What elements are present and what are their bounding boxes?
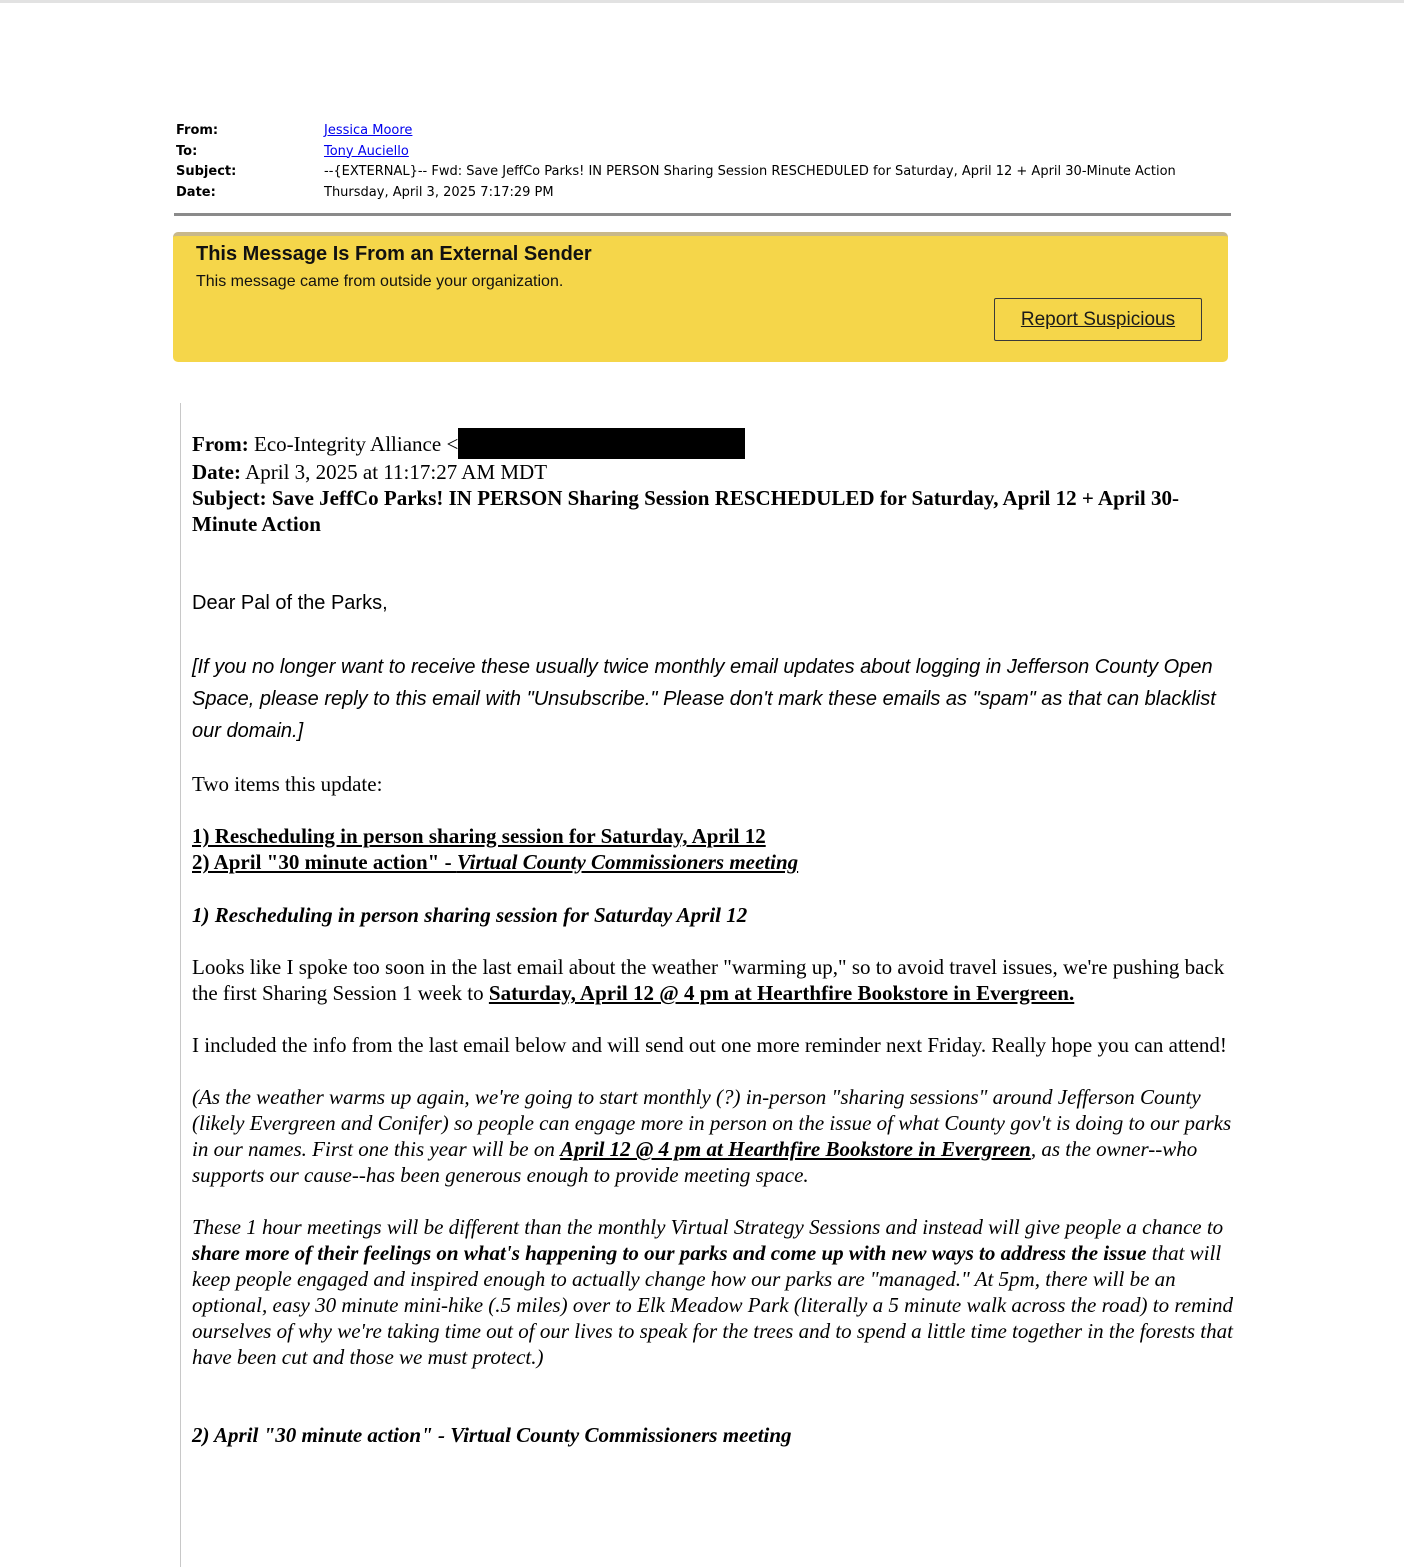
paragraph-4 xyxy=(192,1214,1237,1370)
paragraph-3-text-a: (As the weather warms up again, we're going to start monthly (?) in-person "sharing sessions" around Jefferson County (likely Evergreen and Conifer) so people can engage more in person on the issue of what County gov't is doing to our parks in our names. First one this year will be on xyxy=(192,1085,1232,1161)
event-date-location: Saturday, April 12 @ 4 pm at Hearthfire Bookstore in Evergreen. xyxy=(488,981,1075,1005)
page-top-border xyxy=(0,0,1404,3)
report-suspicious-button[interactable]: Report Suspicious xyxy=(994,298,1202,341)
greeting: Dear Pal of the Parks, xyxy=(192,592,388,614)
header-subject-label: Subject: xyxy=(176,164,237,179)
paragraph-3 xyxy=(192,1084,1237,1188)
section-1-heading: 1) Rescheduling in person sharing session for Saturday April 12 xyxy=(192,903,748,927)
paragraph-2: I included the info from the last email below and will send out one more reminder next Friday. Really hope you can attend! xyxy=(192,1033,1227,1057)
toc-item-2[interactable] xyxy=(192,849,1237,875)
paragraph-3-text-c: , as the owner--who supports our cause--has been generous enough to provide meeting space. xyxy=(192,1137,1198,1187)
header-date-row xyxy=(176,185,1176,206)
recipient-link[interactable]: Tony Auciello xyxy=(324,143,409,159)
unsubscribe-disclaimer: [If you no longer want to receive these usually twice monthly email updates about logging in Jefferson County Open Space, please reply to this email with "Unsubscribe." Please don't mark these emails as "spam" as that can blacklist our domain.] xyxy=(192,656,1216,742)
paragraph-4-text-c: that will keep people engaged and inspired enough to actually change how our parks are "managed." At 5pm, there will be an optional, easy 30 minute mini-hike (.5 miles) over to Elk Meadow Park (literally a 5 minute walk across the road) to remind ourselves of why we're taking time out of our lives to speak for the trees and to spend a little time together in the forests that have been cut and those we must protect.) xyxy=(192,1241,1234,1369)
header-from-label: From: xyxy=(176,123,219,138)
forwarded-message xyxy=(192,428,1237,1448)
sender-link[interactable]: Jessica Moore xyxy=(324,123,413,138)
forwarded-subject-label: Subject: xyxy=(192,486,267,510)
toc-item-2-label-italic: Virtual County Commissioners meeting xyxy=(456,850,799,874)
external-sender-banner xyxy=(173,232,1228,362)
forwarded-headers xyxy=(192,428,1237,537)
header-to-row xyxy=(176,144,1176,165)
forwarded-date-value: April 3, 2025 at 11:17:27 AM MDT xyxy=(245,460,548,484)
paragraph-4-text-a: These 1 hour meetings will be different than the monthly Virtual Strategy Sessions and instead will give people a chance to xyxy=(192,1215,1224,1239)
forwarded-from-label: From: xyxy=(192,432,249,456)
header-date-value: Thursday, April 3, 2025 7:17:29 PM xyxy=(324,184,554,200)
redaction-block xyxy=(458,428,745,459)
banner-title: This Message Is From an External Sender xyxy=(196,243,592,265)
forwarded-subject-value: Save JeffCo Parks! IN PERSON Sharing Session RESCHEDULED for Saturday, April 12 + April 30-Minute Action xyxy=(192,486,1180,536)
header-divider xyxy=(174,213,1231,216)
paragraph-3-event: April 12 @ 4 pm at Hearthfire Bookstore in Evergreen xyxy=(560,1137,1031,1161)
paragraph-4-emphasis: share more of their feelings on what's happening to our parks and come up with new ways to address the issue xyxy=(192,1241,1147,1265)
forwarded-date-line xyxy=(192,459,1237,485)
forwarded-subject-line xyxy=(192,485,1202,537)
toc-item-1-label: 1) Rescheduling in person sharing session for Saturday, April 12 xyxy=(192,824,766,848)
items-intro: Two items this update: xyxy=(192,772,383,796)
section-2-heading: 2) April "30 minute action" - Virtual County Commissioners meeting xyxy=(192,1423,792,1447)
quote-bar xyxy=(180,403,181,1567)
header-subject-row xyxy=(176,164,1176,185)
paragraph-1-text: Looks like I spoke too soon in the last email about the weather "warming up," so to avoid travel issues, we're pushing back the first Sharing Session 1 week to xyxy=(192,955,1225,1005)
toc-item-1[interactable] xyxy=(192,823,1237,849)
table-of-contents xyxy=(192,823,1237,875)
header-to-label: To: xyxy=(176,143,198,159)
forwarded-from-line xyxy=(192,428,1237,459)
banner-subtitle: This message came from outside your organization. xyxy=(196,273,564,290)
toc-item-2-label: 2) April "30 minute action" - xyxy=(192,850,457,874)
header-from-row xyxy=(176,123,1176,144)
email-header xyxy=(176,123,1176,205)
forwarded-from-value: Eco-Integrity Alliance < xyxy=(254,432,459,456)
header-subject-value: --{EXTERNAL}-- Fwd: Save JeffCo Parks! IN PERSON Sharing Session RESCHEDULED for Saturday, April 12 + April 30-Minute Action xyxy=(324,164,1176,179)
forwarded-date-label: Date: xyxy=(192,460,241,484)
paragraph-1 xyxy=(192,954,1237,1006)
header-date-label: Date: xyxy=(176,184,216,200)
